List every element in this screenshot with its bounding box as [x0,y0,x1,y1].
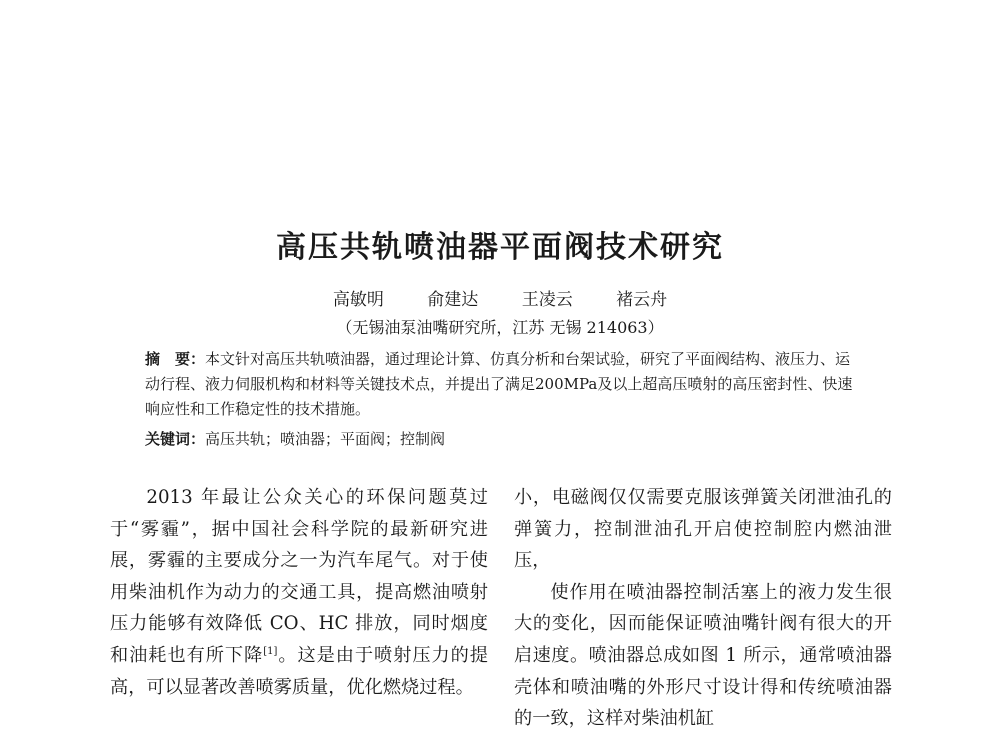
abstract-label: 摘 要： [145,350,206,368]
citation-ref: [1] [263,645,278,657]
author-list [0,285,1000,310]
keywords-label: 关键词： [145,430,206,448]
author: 高敏明 [332,290,384,310]
author: 褚云舟 [616,290,668,310]
abstract-text: 本文针对高压共轨喷油器，通过理论计算、仿真分析和台架试验，研究了平面阀结构、液压力、运动行程、液力伺服机构和材料等关键技术点，并提出了满足200MPa及以上超高压喷射的高压密封性、快速响应性和工作稳定性的技术措施。 [145,350,853,418]
body-column-left [110,482,488,703]
paragraph-text: 。这是由于喷射压力的提高，可以显著改善喷雾质量，优化燃烧过程。 [110,644,488,698]
abstract [145,347,860,422]
paper-title: 高压共轨喷油器平面阀技术研究 [276,230,724,265]
keywords-text: 高压共轨；喷油器；平面阀；控制阀 [205,430,446,448]
paragraph-text: 2013 年最让公众关心的环保问题莫过于“雾霾”，据中国社会科学院的最新研究进展，雾霾的主要成分之一为汽车尾气。对于使用柴油机作为动力的交通工具，提高燃油喷射压力能够有效降低 CO、HC 排放，同时烟度和油耗也有所下降 [110,487,488,666]
author: 王凌云 [521,290,573,310]
body-column-right [514,482,892,735]
keywords [145,427,860,452]
affiliation: （无锡油泵油嘴研究所，江苏 无锡 214063） [336,318,664,337]
author: 俞建达 [427,290,479,310]
body-paragraph: 使作用在喷油器控制活塞上的液力发生很大的变化，因而能保证喷油嘴针阀有很大的开启速度。喷油器总成如图 1 所示，通常喷油器壳体和喷油嘴的外形尺寸设计得和传统喷油器的一致，这样对柴油机缸 [514,581,892,730]
body-paragraph: 小，电磁阀仅仅需要克服该弹簧关闭泄油孔的弹簧力，控制泄油孔开启使控制腔内燃油泄压， [514,487,892,572]
body-paragraph [110,482,488,703]
